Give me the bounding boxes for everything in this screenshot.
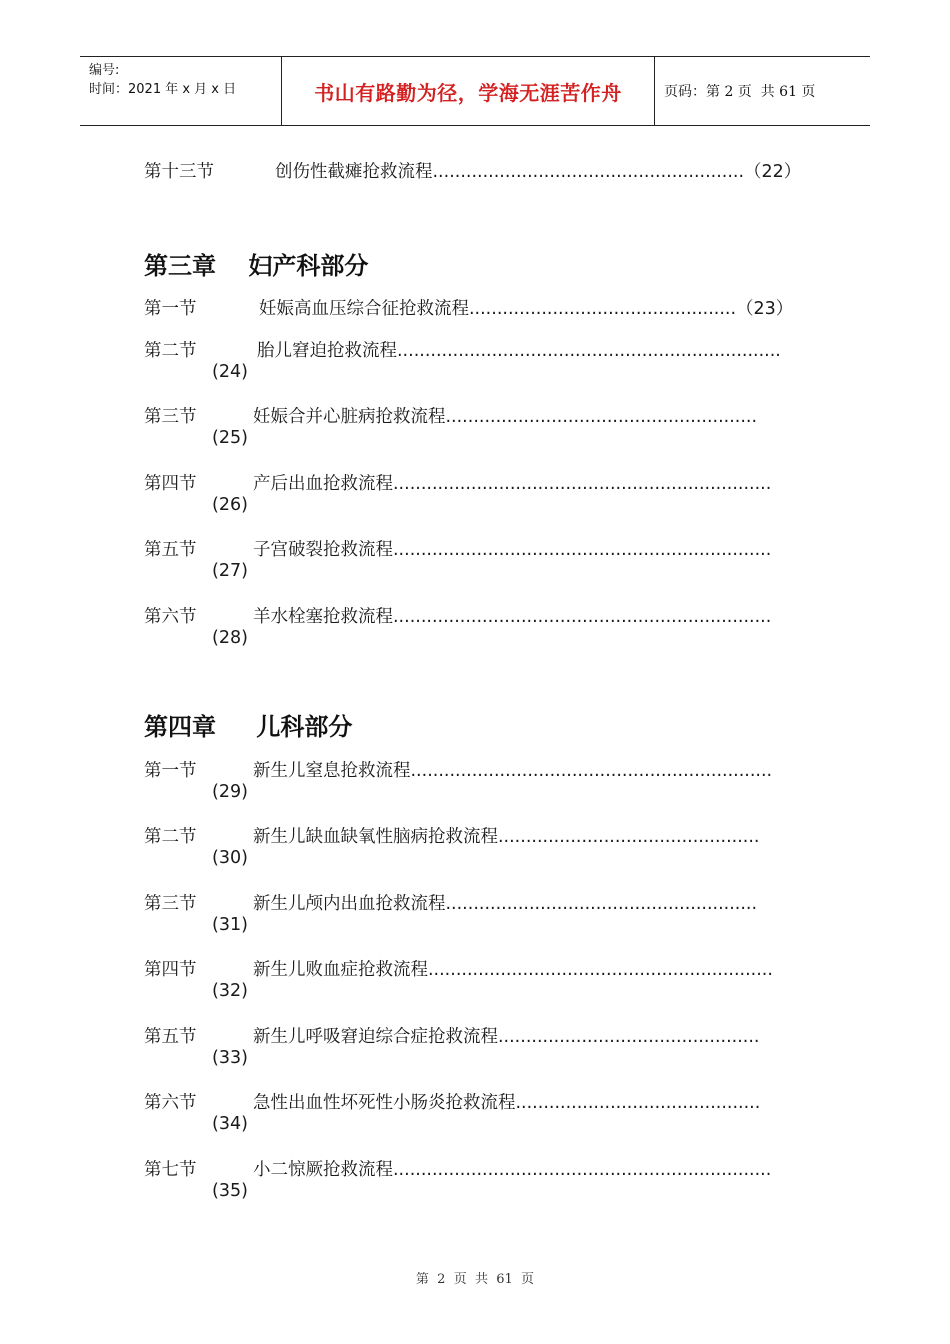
toc-entry-title: 新生儿颅内出血抢救流程........................................................ [253, 894, 758, 914]
toc-entry-title: 新生儿败血症抢救流程.............................................................. [253, 960, 773, 980]
toc-entry[interactable] [144, 757, 773, 782]
toc-entry-page: (34) [212, 1114, 248, 1134]
toc-entry-page: (26) [212, 495, 248, 515]
chapter-label: 第三章 [144, 252, 216, 280]
toc-entry[interactable] [144, 158, 802, 183]
toc-entry[interactable] [144, 403, 758, 428]
chapter-heading [144, 246, 368, 281]
toc-entry-page: (30) [212, 848, 248, 868]
toc-entry-title: 新生儿缺血缺氧性脑病抢救流程............................................... [253, 827, 760, 847]
toc-entry[interactable] [144, 295, 794, 320]
toc-entry-label: 第六节 [144, 607, 197, 627]
header-number-label: 编号: [89, 63, 120, 78]
toc-entry-page: (35) [212, 1181, 248, 1201]
toc-entry-label: 第四节 [144, 474, 197, 494]
toc-entry[interactable] [144, 890, 758, 915]
toc-entry-label: 第一节 [144, 299, 197, 319]
page-header [80, 56, 870, 126]
toc-entry-page: (31) [212, 915, 248, 935]
toc-entry[interactable] [144, 1156, 772, 1181]
toc-entry-title: 急性出血性坏死性小肠炎抢救流程............................................ [253, 1093, 761, 1113]
chapter-title: 儿科部分 [256, 713, 353, 741]
chapter-title: 妇产科部分 [248, 252, 369, 280]
toc-entry-title: 创伤性截瘫抢救流程........................................................（22） [275, 162, 802, 182]
chapter-label: 第四章 [144, 713, 216, 741]
toc-entry[interactable] [144, 1089, 761, 1114]
toc-entry[interactable] [144, 536, 772, 561]
toc-entry-title: 子宫破裂抢救流程.................................................................... [253, 540, 772, 560]
toc-entry-label: 第七节 [144, 1160, 197, 1180]
toc-entry-label: 第三节 [144, 894, 197, 914]
toc-entry-label: 第一节 [144, 761, 197, 781]
toc-entry-page: (27) [212, 561, 248, 581]
header-meta [80, 57, 281, 125]
toc-entry-title: 新生儿窒息抢救流程................................................................. [253, 761, 773, 781]
toc-entry[interactable] [144, 337, 781, 362]
toc-entry-title: 产后出血抢救流程.................................................................... [253, 474, 772, 494]
header-page-info [655, 57, 870, 125]
toc-entry-label: 第十三节 [144, 162, 214, 182]
header-page-info-text: 页码：第 2 页 共 61 页 [664, 84, 816, 100]
header-time-label: 时间：2021 年 x 月 x 日 [89, 82, 237, 97]
toc-entry-title: 小二惊厥抢救流程.................................................................... [253, 1160, 772, 1180]
header-motto: 书山有路勤为径，学海无涯苦作舟 [281, 57, 655, 125]
toc-entry-title: 妊娠合并心脏病抢救流程........................................................ [253, 407, 758, 427]
toc-entry[interactable] [144, 823, 760, 848]
toc-entry-label: 第六节 [144, 1093, 197, 1113]
toc-entry-label: 第五节 [144, 540, 197, 560]
toc-entry-title: 羊水栓塞抢救流程.................................................................... [253, 607, 772, 627]
toc-entry-title: 胎儿窘迫抢救流程..................................................................... [257, 341, 781, 361]
toc-entry-page: (25) [212, 428, 248, 448]
toc-entry[interactable] [144, 1023, 760, 1048]
toc-entry-page: (28) [212, 628, 248, 648]
toc-entry-label: 第四节 [144, 960, 197, 980]
toc-entry[interactable] [144, 956, 773, 981]
toc-entry-label: 第三节 [144, 407, 197, 427]
toc-entry-label: 第二节 [144, 827, 197, 847]
toc-entry-label: 第五节 [144, 1027, 197, 1047]
toc-entry-page: (29) [212, 782, 248, 802]
toc-entry[interactable] [144, 603, 772, 628]
toc-entry-page: (32) [212, 981, 248, 1001]
toc-entry-label: 第二节 [144, 341, 197, 361]
toc-entry-page: (33) [212, 1048, 248, 1068]
page-footer [0, 1268, 950, 1287]
footer-page-number: 第 2 页 共 61 页 [415, 1272, 535, 1287]
toc-entry[interactable] [144, 470, 772, 495]
toc-entry-title: 妊娠高血压综合征抢救流程................................................（23） [259, 299, 794, 319]
toc-entry-page: (24) [212, 362, 248, 382]
toc-entry-title: 新生儿呼吸窘迫综合症抢救流程............................................... [253, 1027, 760, 1047]
chapter-heading [144, 707, 352, 742]
